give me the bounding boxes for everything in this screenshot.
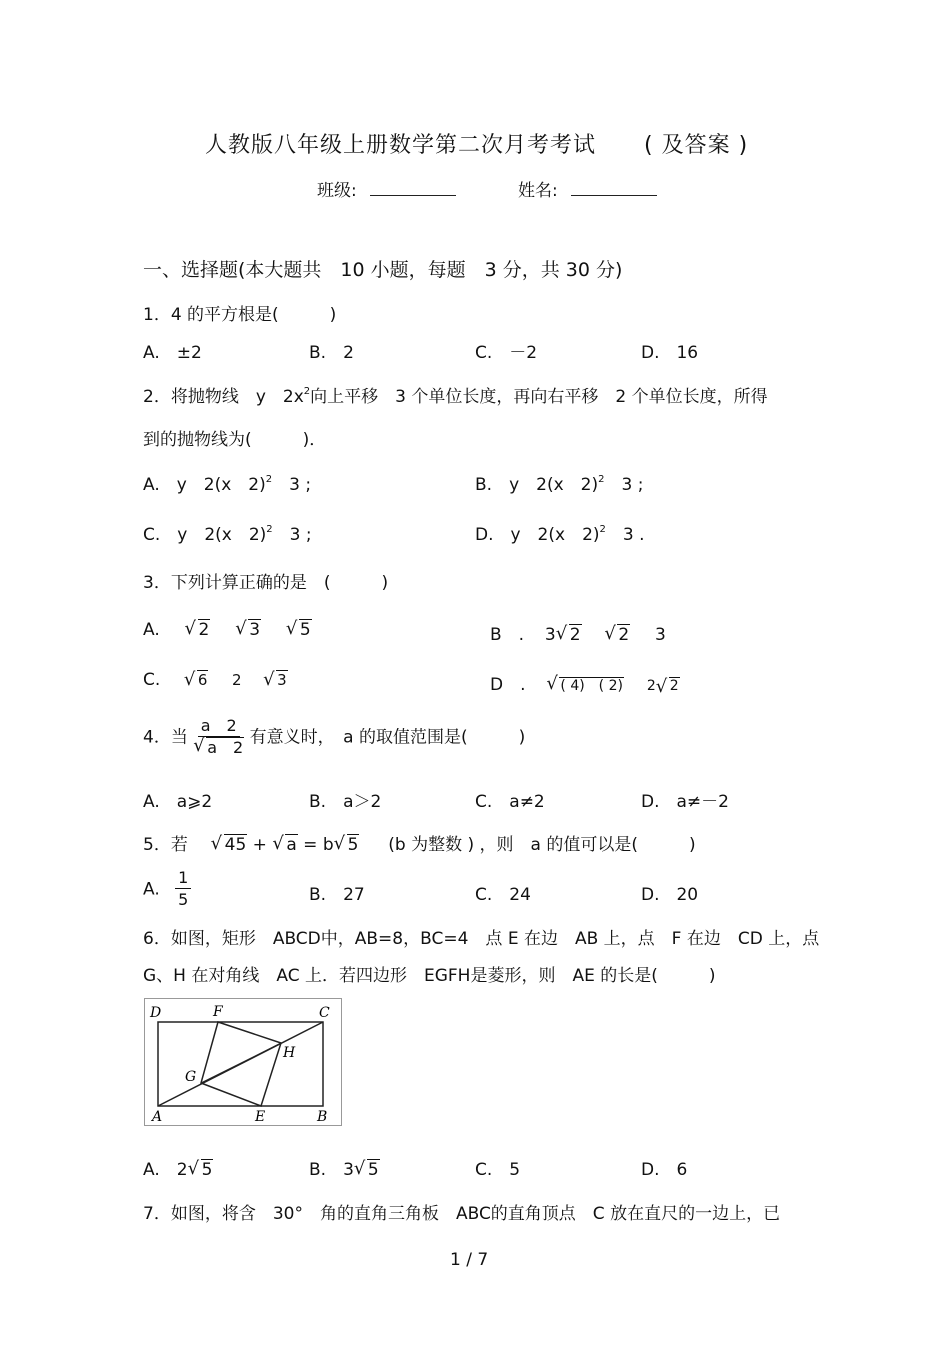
- q5-rad1: 45: [224, 835, 247, 855]
- q2-d-exp: 2: [599, 524, 606, 535]
- section-heading: 一、选择题(本大题共 10 小题，每题 3 分，共 30 分): [143, 259, 623, 281]
- q2-b-exp: 2: [598, 474, 605, 485]
- q6-a-rad: 5: [201, 1160, 213, 1180]
- q6-a-coef: A. 2: [143, 1160, 188, 1180]
- q6-a-sqrt: [188, 1160, 214, 1180]
- q5-a-label: A.: [143, 879, 160, 900]
- q5-option-c: C. 24: [475, 885, 531, 905]
- q3-a-label: A.: [143, 620, 160, 640]
- q4-option-a: A. a⩾2: [143, 792, 213, 812]
- q5-sqrt1: [211, 835, 248, 855]
- q3-a-sqrt2: [235, 620, 261, 640]
- q2-d-expr: D. y 2(x 2): [475, 525, 600, 545]
- q3-d-coef: 2: [646, 678, 656, 694]
- q3-d-sqrt2: [656, 678, 680, 694]
- q3-b-rad2: 2: [618, 625, 630, 645]
- q6-option-c: C. 5: [475, 1160, 521, 1180]
- q4-option-c: C. a≠2: [475, 792, 545, 812]
- q4-option-d: D. a≠－2: [641, 792, 729, 812]
- segment-gh: [201, 1043, 281, 1083]
- q2-option-a: [143, 470, 311, 495]
- q2-stem-part1: 2．将抛物线 y 2x: [143, 387, 304, 407]
- q1-option-b: B. 2: [309, 343, 354, 363]
- q6-stem-line1: 6．如图，矩形 ABCD中，AB=8，BC=4 点 E 在边 AB 上，点 F 在边 CD 上，点: [143, 929, 820, 949]
- q5-plus: +: [247, 835, 273, 855]
- q2-option-c: [143, 520, 312, 545]
- q3-b-rad1: 2: [569, 625, 581, 645]
- q4-fraction: [193, 716, 244, 759]
- q5-sqrt2: [272, 835, 297, 855]
- q6-b-rad: 5: [367, 1160, 379, 1180]
- q2-option-b: [475, 470, 643, 495]
- q5-option-a: [143, 868, 191, 911]
- q2-c-expr: C. y 2(x 2): [143, 525, 267, 545]
- q6-figure: [144, 998, 342, 1126]
- q2-exponent: 2: [303, 386, 311, 397]
- q3-b-label: B .: [490, 625, 525, 645]
- q3-option-d: [490, 670, 680, 695]
- q2-b-expr: B. y 2(x 2): [475, 475, 599, 495]
- q3-d-sqrt1: [546, 675, 624, 695]
- title-suffix: ( 及答案 ): [644, 133, 749, 158]
- q5-stem-pre: 5．若: [143, 835, 188, 855]
- q1-stem: 1．4 的平方根是( ): [143, 305, 337, 325]
- q5-sqrt3: [334, 835, 360, 855]
- q3-c-label: C.: [143, 670, 161, 690]
- name-label: 姓名:: [518, 181, 558, 201]
- q6-option-b: [309, 1155, 380, 1180]
- q4-numerator: a 2: [198, 716, 240, 737]
- title-main: 人教版八年级上册数学第二次月考考试: [205, 133, 597, 158]
- q2-option-d: [475, 520, 645, 545]
- q4-option-b: B. a＞2: [309, 792, 382, 812]
- q3-d-rad: ( 4) ( 2): [560, 678, 623, 694]
- q4-den-rad: a 2: [207, 738, 244, 757]
- q3-c-mid: 2: [231, 671, 242, 689]
- q6-stem-line2: G、H 在对角线 AC 上．若四边形 EGFH是菱形，则 AE 的长是( ): [143, 966, 716, 986]
- q5-eq: = b: [297, 835, 334, 855]
- diagonal-ac: [158, 1022, 323, 1106]
- q3-stem: 3．下列计算正确的是 ( ): [143, 573, 389, 593]
- rectangle-rhombus-diagram: [145, 999, 341, 1125]
- q3-option-c: [143, 670, 288, 690]
- q3-d-rad2: 2: [669, 678, 679, 694]
- label-h: H: [283, 1045, 296, 1061]
- q5-stem: [143, 830, 696, 855]
- q5-a-num: 1: [175, 868, 191, 889]
- q3-a-sqrt3: [286, 620, 312, 640]
- q3-a-sqrt1: [185, 620, 211, 640]
- q3-b-sqrt2: [604, 625, 630, 645]
- class-label: 班级:: [317, 181, 357, 201]
- class-field: [317, 176, 456, 201]
- q1-option-a: A. ±2: [143, 343, 202, 363]
- q6-option-d: D. 6: [641, 1160, 688, 1180]
- q1-option-d: D. 16: [641, 343, 699, 363]
- q5-rad3: 5: [347, 835, 359, 855]
- q3-a-rad3: 5: [299, 620, 311, 640]
- q3-a-rad1: 2: [198, 620, 210, 640]
- q1-option-c: C. －2: [475, 343, 538, 363]
- q4-stem-pre: 4．当: [143, 727, 188, 748]
- label-d: D: [150, 1005, 162, 1021]
- q2-c-exp: 2: [266, 524, 273, 535]
- q3-c-sqrt1: [184, 671, 209, 689]
- q5-option-d: D. 20: [641, 885, 699, 905]
- label-g: G: [185, 1069, 197, 1085]
- page-title: [205, 128, 748, 159]
- q4-stem: [143, 716, 525, 759]
- q3-a-rad2: 3: [249, 620, 261, 640]
- q5-a-den: 5: [178, 890, 189, 909]
- label-b: B: [317, 1109, 328, 1125]
- q3-c-rad2: 3: [277, 671, 287, 689]
- label-e: E: [255, 1109, 266, 1125]
- page-number: 1 / 7: [450, 1250, 489, 1270]
- name-blank: [571, 179, 657, 196]
- label-f: F: [213, 1004, 223, 1020]
- q5-option-b: B. 27: [309, 885, 365, 905]
- q5-stem-post: (b 为整数 ) ，则 a 的值可以是( ): [388, 835, 696, 855]
- q2-d-tail: 3 .: [605, 525, 645, 545]
- q5-rad2: a: [286, 835, 297, 855]
- q2-a-exp: 2: [265, 474, 273, 485]
- name-field: [518, 176, 657, 201]
- q2-a-expr: A. y 2(x 2): [143, 475, 266, 495]
- q2-a-tail: 3 ;: [272, 475, 312, 495]
- q7-stem: 7．如图，将含 30° 角的直角三角板 ABC的直角顶点 C 放在直尺的一边上，已: [143, 1204, 781, 1224]
- label-c: C: [319, 1005, 330, 1021]
- q4-stem-post: 有意义时， a 的取值范围是( ): [249, 727, 526, 748]
- q5-a-fraction: [175, 868, 191, 911]
- q2-stem-part2: 向上平移 3 个单位长度，再向右平移 2 个单位长度，所得: [310, 387, 768, 407]
- q6-b-coef: B. 3: [309, 1160, 354, 1180]
- q3-option-a: [143, 620, 312, 640]
- q3-option-b: [490, 620, 666, 645]
- q3-c-sqrt2: [263, 671, 288, 689]
- q2-c-tail: 3 ;: [272, 525, 312, 545]
- q6-b-sqrt: [354, 1160, 380, 1180]
- class-blank: [370, 179, 456, 196]
- q3-c-rad1: 6: [197, 671, 208, 689]
- q3-b-tail: 3: [655, 625, 666, 645]
- q2-b-tail: 3 ;: [604, 475, 644, 495]
- label-a: A: [152, 1109, 163, 1125]
- q3-b-sqrt1: [556, 625, 582, 645]
- q4-denominator: [193, 737, 244, 759]
- q6-option-a: [143, 1155, 213, 1180]
- q3-d-label: D .: [490, 675, 526, 695]
- q2-stem-line2: 到的抛物线为( )．: [143, 430, 327, 450]
- q3-b-coef: 3: [544, 625, 556, 645]
- q2-stem-line1: [143, 382, 768, 407]
